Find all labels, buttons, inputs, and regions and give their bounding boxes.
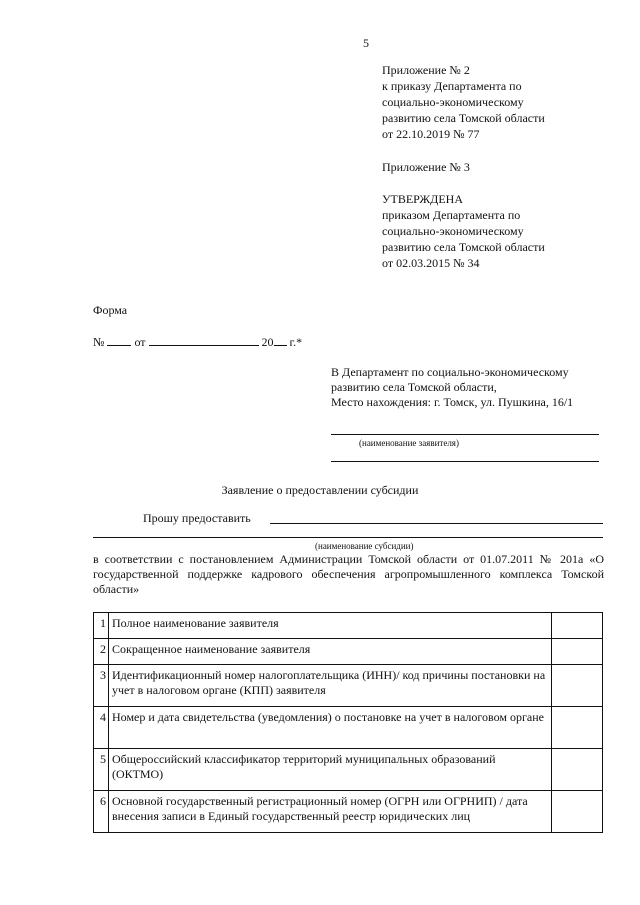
approved-line: развитию села Томской области [382, 240, 545, 254]
row-value-cell[interactable] [552, 613, 603, 639]
table-row [94, 707, 603, 749]
approved-line: социально-экономическому [382, 224, 524, 238]
applicant-name-line[interactable] [331, 434, 599, 435]
subsidy-name-line[interactable] [270, 523, 603, 524]
subsidy-caption: (наименование субсидии) [315, 541, 414, 551]
year-prefix: 20 [261, 335, 274, 349]
addressee-line: В Департамент по социально-экономическому [331, 365, 569, 379]
row-label: Номер и дата свидетельства (уведомления) о постановке на учет в налоговом органе [109, 707, 552, 749]
form-label: Форма [93, 303, 128, 317]
applicant-name-line-2[interactable] [331, 461, 599, 462]
row-value-cell[interactable] [552, 791, 603, 833]
year-blank[interactable] [274, 334, 287, 346]
appendix-2-line: к приказу Департамента по [382, 79, 522, 93]
number-sign: № [93, 335, 105, 349]
row-number: 6 [94, 791, 109, 833]
approved-line: от 02.03.2015 № 34 [382, 256, 480, 270]
approved-line: приказом Департамента по [382, 208, 521, 222]
row-number: 4 [94, 707, 109, 749]
from-label: от [134, 335, 146, 349]
approved-block [382, 191, 545, 271]
row-label: Общероссийский классификатор территорий муниципальных образований (ОКТМО) [109, 749, 552, 791]
year-suffix: г.* [289, 335, 303, 349]
table-row [94, 749, 603, 791]
table-row [94, 791, 603, 833]
row-value-cell[interactable] [552, 639, 603, 665]
appendix-2-line: Приложение № 2 [382, 63, 470, 77]
table-row [94, 613, 603, 639]
row-label: Сокращенное наименование заявителя [109, 639, 552, 665]
row-value-cell[interactable] [552, 665, 603, 707]
addressee-line: Место нахождения: г. Томск, ул. Пушкина, 16/1 [331, 395, 574, 409]
row-number: 1 [94, 613, 109, 639]
row-value-cell[interactable] [552, 749, 603, 791]
appendix-2-line: социально-экономическому [382, 95, 524, 109]
table-row [94, 665, 603, 707]
row-number: 2 [94, 639, 109, 665]
row-number: 5 [94, 749, 109, 791]
table-row [94, 639, 603, 665]
number-date-line [93, 334, 302, 350]
request-label: Прошу предоставить [143, 511, 251, 525]
request-paragraph: в соответствии с постановлением Администрации Томской области от 01.07.2011 № 201а «О государственной поддержке кадрового обеспечения агропромышленного комплекса Томской области» [93, 552, 604, 596]
appendix-3-title: Приложение № 3 [382, 160, 470, 174]
page-number: 5 [363, 36, 369, 50]
row-value-cell[interactable] [552, 707, 603, 749]
row-number: 3 [94, 665, 109, 707]
row-label: Полное наименование заявителя [109, 613, 552, 639]
document-title: Заявление о предоставлении субсидии [221, 483, 419, 497]
appendix-2-line: развитию села Томской области [382, 111, 545, 125]
appendix-2-block [382, 62, 545, 142]
approved-line: УТВЕРЖДЕНА [382, 192, 464, 206]
applicant-caption: (наименование заявителя) [359, 438, 459, 448]
date-blank[interactable] [149, 334, 259, 346]
appendix-2-line: от 22.10.2019 № 77 [382, 127, 480, 141]
row-label: Основной государственный регистрационный номер (ОГРН или ОГРНИП) / дата внесения записи в Единый государственный реестр юридических лиц [109, 791, 552, 833]
applicant-info-table [93, 612, 603, 833]
subsidy-name-line-2[interactable] [93, 537, 603, 538]
row-label: Идентификационный номер налогоплательщика (ИНН)/ код причины постановки на учет в налоговом органе (КПП) заявителя [109, 665, 552, 707]
number-blank[interactable] [107, 334, 131, 346]
addressee-line: развитию села Томской области, [331, 380, 497, 394]
addressee-block [331, 365, 573, 410]
